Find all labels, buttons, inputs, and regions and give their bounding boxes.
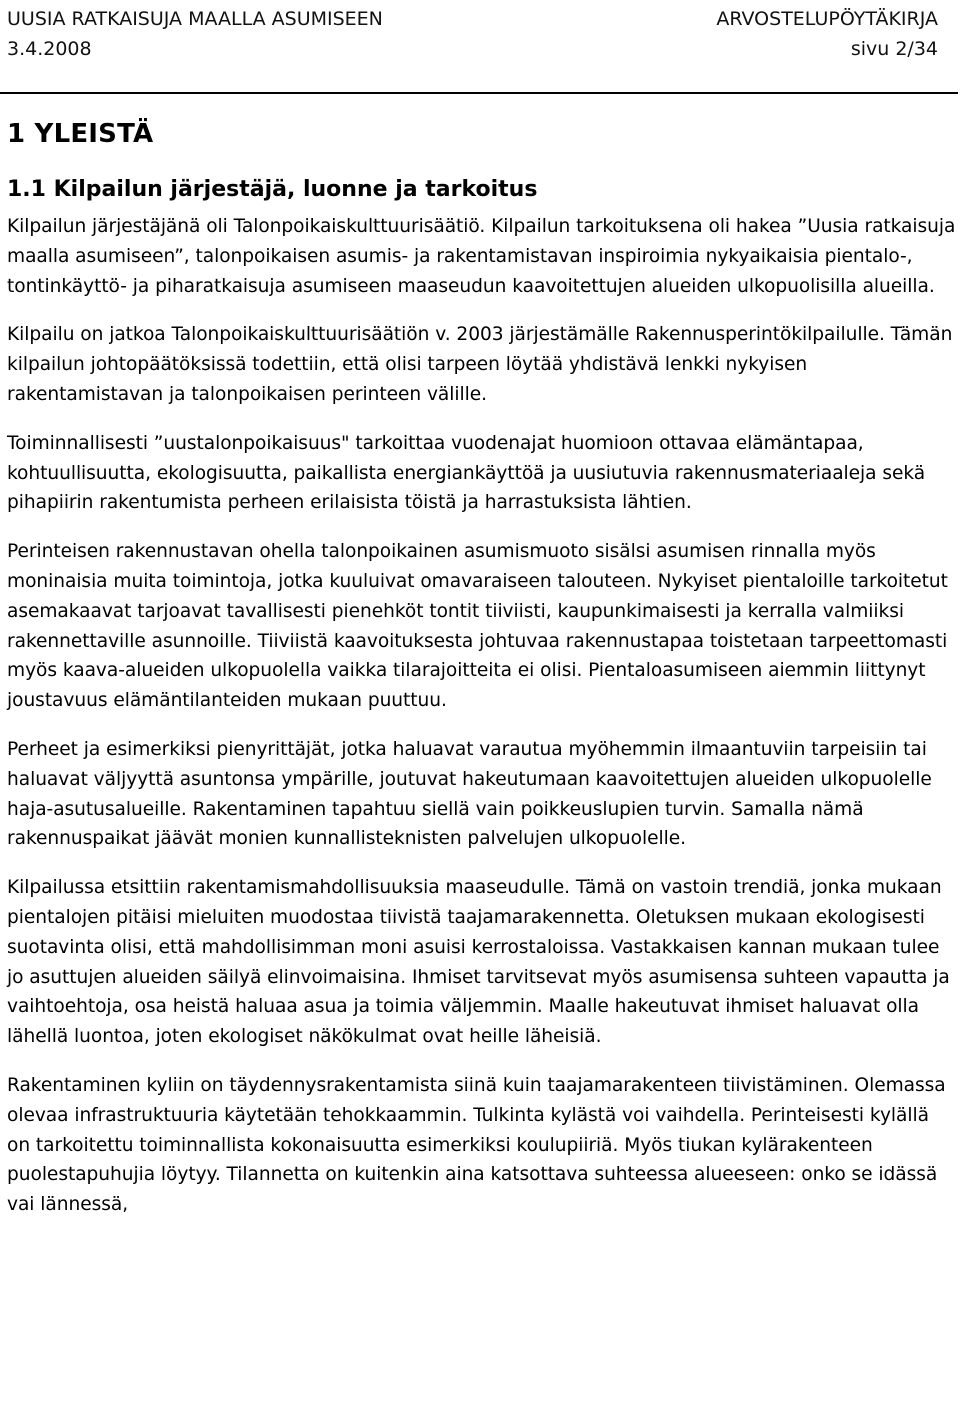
paragraph: Kilpailu on jatkoa Talonpoikaiskulttuurisäätiön v. 2003 järjestämälle Rakennusperintökilpailulle. Tämän kilpailun johtopäätöksissä todettiin, että olisi tarpeen löytää yhdistävä lenkki nykyisen rakentamistavan ja talonpoikaisen perinteen välille. — [7, 324, 953, 405]
header-page-number: sivu 2/34 — [850, 38, 938, 60]
header-top-row — [7, 4, 938, 34]
paragraph: Perinteisen rakennustavan ohella talonpoikainen asumismuoto sisälsi asumisen rinnalla myös moninaisia muita toimintoja, jotka kuuluivat omavaraiseen talouteen. Nykyiset pientaloille tarkoitetut asemakaavat tarjoavat tavallisesti pienehköt tontit tiiviisti, kaupunkimaisesti ja kerralla valmiiksi rakennettaville asunnoille. Tiiviistä kaavoituksesta johtuvaa rakennustapaa toistetaan tarpeettomasti myös kaava-alueiden ulkopuolella vaikka tilarajoitteita ei olisi. Pientaloasumiseen aiemmin liittynyt joustavuus elämäntilanteiden mukaan puuttuu. — [7, 541, 948, 712]
header-date: 3.4.2008 — [7, 38, 92, 60]
section-heading: 1 YLEISTÄ — [7, 119, 154, 149]
paragraph: Kilpailussa etsittiin rakentamismahdollisuuksia maaseudulle. Tämä on vastoin trendiä, jonka mukaan pientalojen pitäisi mieluiten muodostaa tiivistä taajamarakennetta. Oletuksen mukaan ekologisesti suotavinta olisi, että mahdollisimman moni asuisi kerrostaloissa. Vastakkaisen kannan mukaan tulee jo asuttujen alueiden säilyä elinvoimaisina. Ihmiset tarvitsevat myös asumisensa suhteen vapautta ja vaihtoehtoja, osa heistä haluaa asua ja toimia väljemmin. Maalle hakeutuvat ihmiset haluavat olla lähellä luontoa, joten ekologiset näkökulmat ovat heille läheisiä. — [7, 877, 950, 1048]
paragraph: Toiminnallisesti ”uustalonpoikaisuus" tarkoittaa vuodenajat huomioon ottavaa elämäntapaa, kohtuullisuutta, ekologisuutta, paikallista energiankäyttöä ja uusiutuvia rakennusmateriaaleja sekä pihapiirin rakentumista perheen erilaisista töistä ja harrastuksista lähtien. — [7, 432, 926, 514]
page-header — [7, 4, 938, 64]
header-bottom-row — [7, 34, 938, 64]
subsection-heading: 1.1 Kilpailun järjestäjä, luonne ja tarkoitus — [7, 177, 538, 202]
header-document-type: ARVOSTELUPÖYTÄKIRJA — [716, 8, 938, 30]
header-divider — [0, 92, 958, 94]
paragraph: Rakentaminen kyliin on täydennysrakentamista siinä kuin taajamarakenteen tiivistäminen. Olemassa olevaa infrastruktuuria käytetään tehokkaammin. Tulkinta kylästä voi vaihdella. Perinteisesti kylällä on tarkoitettu toiminnallista kokonaisuutta esimerkiksi koulupiiriä. Myös tiukan kylärakenteen puolestapuhujia löytyy. Tilannetta on kuitenkin aina katsottava suhteessa alueeseen: onko se idässä vai lännessä, — [7, 1074, 946, 1216]
paragraph: Perheet ja esimerkiksi pienyrittäjät, jotka haluavat varautua myöhemmin ilmaantuviin tarpeisiin tai haluavat väljyyttä asuntonsa ympärille, joutuvat hakeutumaan kaavoitettujen alueiden ulkopuolelle haja-asutusalueille. Rakentaminen tapahtuu siellä vain poikkeuslupien turvin. Samalla nämä rakennuspaikat jäävät monien kunnallisteknisten palvelujen ulkopuolelle. — [7, 738, 932, 850]
header-document-title: UUSIA RATKAISUJA MAALLA ASUMISEEN — [7, 8, 383, 30]
document-body — [7, 108, 957, 1239]
paragraph: Kilpailun järjestäjänä oli Talonpoikaiskulttuurisäätiö. Kilpailun tarkoituksena oli hakea ”Uusia ratkaisuja maalla asumiseen”, talonpoikaisen asumis- ja rakentamistavan inspiroimia nykyaikaisia pientalo-, tontinkäyttö- ja piharatkaisuja asumiseen maaseudun kaavoitettujen alueiden ulkopuolisilla alueilla. — [7, 216, 956, 297]
